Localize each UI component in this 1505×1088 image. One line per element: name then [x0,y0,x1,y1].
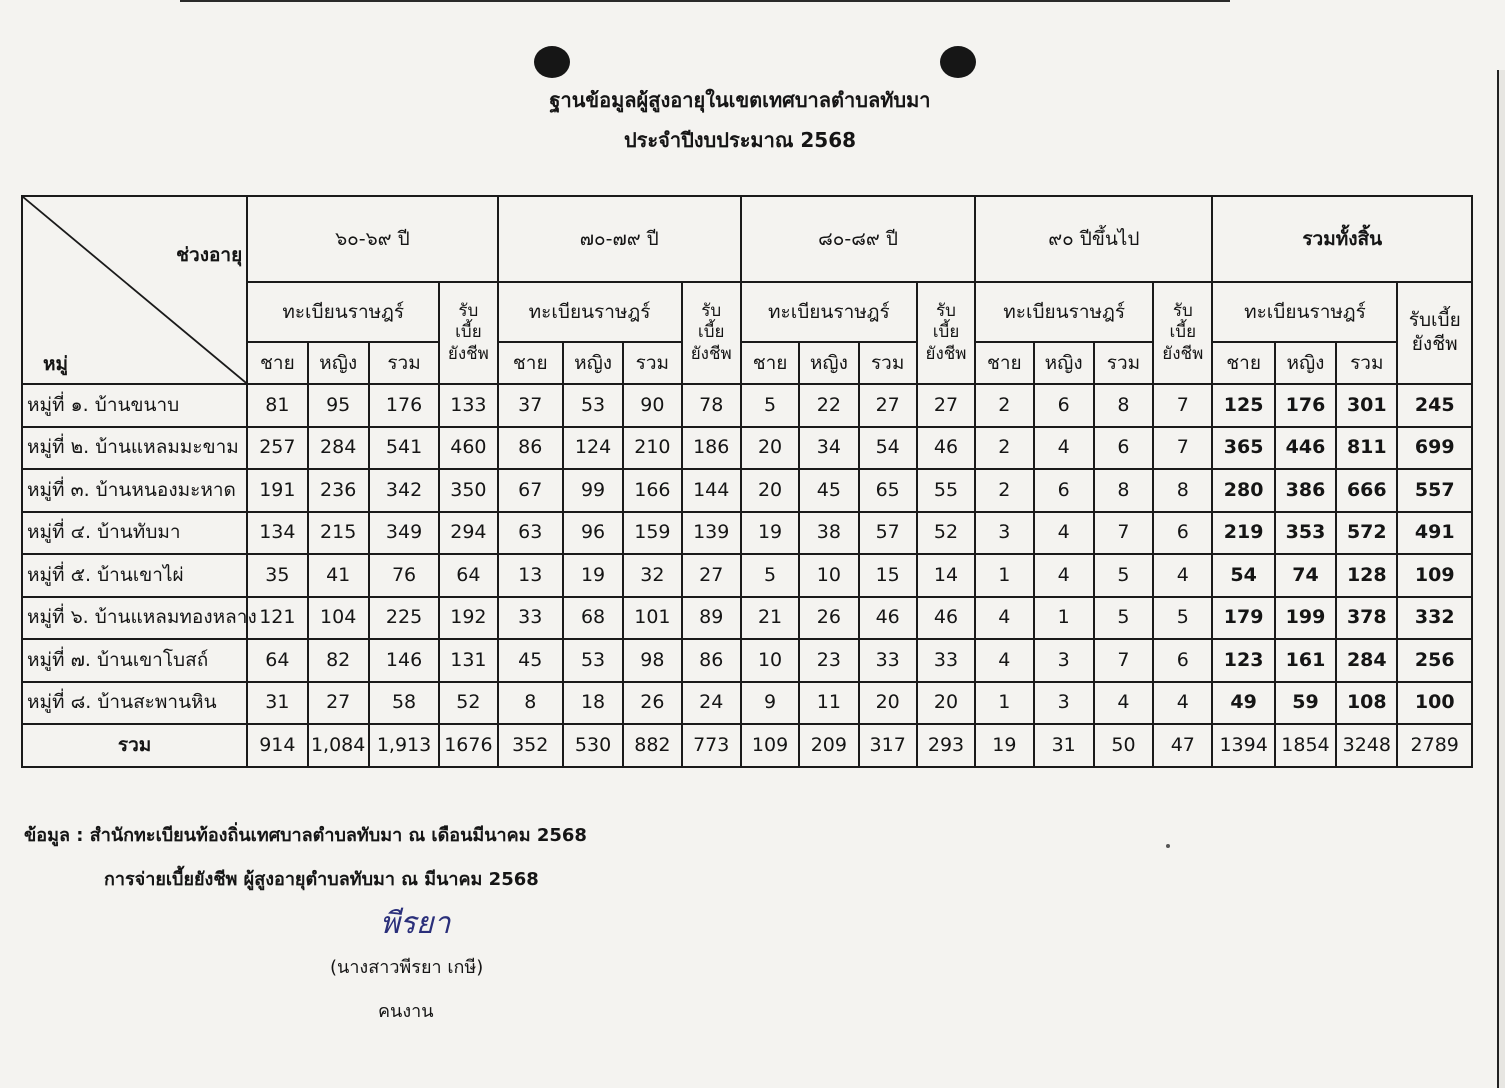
table-cell: 6 [1034,469,1094,512]
sub-header: รวม [1336,342,1397,384]
table-cell: 2 [975,384,1033,427]
source-note: ข้อมูล : สำนักทะเบียนท้องถิ่นเทศบาลตำบลทับมา ณ เดือนมีนาคม 2568 [24,825,587,846]
total-cell: 1854 [1275,724,1336,767]
table-cell: 33 [498,597,563,640]
table-cell: 20 [741,469,799,512]
total-cell: 50 [1094,724,1153,767]
table-cell: 5 [741,554,799,597]
group-grand-total: รวมทั้งสิ้น [1212,196,1472,282]
table-cell: 11 [799,682,858,725]
total-cell: 773 [682,724,741,767]
table-cell: 33 [917,639,975,682]
total-row [22,724,1472,767]
table-row [22,427,1472,470]
table-cell: 365 [1212,427,1274,470]
group-80-89: ๘๐-๘๙ ปี [741,196,975,282]
pension-header-line: รับ [701,301,722,322]
speck [1166,844,1170,848]
table-cell: 14 [917,554,975,597]
table-cell: 3 [975,512,1033,555]
table-cell: 58 [369,682,439,725]
table-cell: 46 [917,597,975,640]
total-cell: 1,084 [308,724,369,767]
pension-header [1153,282,1212,384]
table-cell: 76 [369,554,439,597]
table-cell: 33 [859,639,917,682]
table-cell: 7 [1094,639,1153,682]
table-cell: 98 [623,639,681,682]
sub-header: รวม [859,342,917,384]
table-cell: 26 [799,597,858,640]
sub-header: ชาย [1212,342,1274,384]
table-cell: 446 [1275,427,1336,470]
table-cell: 5 [741,384,799,427]
table-cell: 133 [439,384,497,427]
registry-header: ทะเบียนราษฎร์ [247,282,439,342]
table-cell: 7 [1153,384,1212,427]
group-60-69: ๖๐-๖๙ ปี [247,196,497,282]
sub-header: หญิง [563,342,623,384]
pension-header-line: เบี้ย [455,322,482,343]
table-cell: 4 [1034,554,1094,597]
table-cell: 6 [1094,427,1153,470]
sub-header: ชาย [975,342,1033,384]
table-cell: 27 [682,554,741,597]
registry-header: ทะเบียนราษฎร์ [498,282,682,342]
village-name: หมู่ที่ ๔. บ้านทับมา [22,512,247,555]
table-cell: 6 [1153,512,1212,555]
table-cell: 55 [917,469,975,512]
table-cell: 557 [1397,469,1472,512]
table-cell: 45 [498,639,563,682]
table-cell: 54 [1212,554,1274,597]
table-cell: 10 [741,639,799,682]
table-cell: 378 [1336,597,1397,640]
table-cell: 280 [1212,469,1274,512]
table-cell: 1 [975,554,1033,597]
table-cell: 9 [741,682,799,725]
table-cell: 19 [563,554,623,597]
pension-header-line: เบี้ย [697,322,725,343]
table-cell: 176 [369,384,439,427]
table-cell: 68 [563,597,623,640]
sub-header: หญิง [308,342,369,384]
total-cell: 19 [975,724,1033,767]
table-cell: 57 [859,512,917,555]
village-name: หมู่ที่ ๓. บ้านหนองมะหาด [22,469,247,512]
village-name: หมู่ที่ ๑. บ้านขนาบ [22,384,247,427]
total-cell: 2789 [1397,724,1472,767]
table-cell: 41 [308,554,369,597]
table-cell: 166 [623,469,681,512]
table-cell: 64 [247,639,307,682]
table-cell: 349 [369,512,439,555]
table-cell: 121 [247,597,307,640]
table-cell: 125 [1212,384,1274,427]
table-cell: 8 [1153,469,1212,512]
signature: พีรยา [380,906,451,941]
table-cell: 294 [439,512,497,555]
table-cell: 46 [917,427,975,470]
table-cell: 7 [1153,427,1212,470]
page-title: ฐานข้อมูลผู้สูงอายุในเขตเทศบาลตำบลทับมา [549,88,931,112]
table-cell: 31 [247,682,307,725]
sub-header: ชาย [498,342,563,384]
table-cell: 8 [498,682,563,725]
table-cell: 86 [682,639,741,682]
table-cell: 67 [498,469,563,512]
table-cell: 460 [439,427,497,470]
signer-name: (นางสาวพีรยา เกษี) [330,957,484,978]
table-cell: 96 [563,512,623,555]
table-cell: 21 [741,597,799,640]
table-cell: 109 [1397,554,1472,597]
table-cell: 6 [1153,639,1212,682]
total-cell: 1394 [1212,724,1274,767]
table-cell: 572 [1336,512,1397,555]
table-row [22,554,1472,597]
table-cell: 186 [682,427,741,470]
total-cell: 1,913 [369,724,439,767]
elderly-data-table [21,195,1473,768]
table-cell: 192 [439,597,497,640]
table-cell: 5 [1153,597,1212,640]
table-cell: 19 [741,512,799,555]
pension-header-line: ยังชีพ [1411,333,1458,355]
table-cell: 332 [1397,597,1472,640]
table-cell: 4 [975,639,1033,682]
table-cell: 491 [1397,512,1472,555]
table-cell: 139 [682,512,741,555]
village-name: หมู่ที่ ๖. บ้านแหลมทองหลาง [22,597,247,640]
table-cell: 128 [1336,554,1397,597]
table-cell: 81 [247,384,307,427]
table-cell: 27 [308,682,369,725]
table-cell: 2 [975,427,1033,470]
table-cell: 210 [623,427,681,470]
table-cell: 1 [975,682,1033,725]
sub-header: หญิง [799,342,858,384]
table-cell: 146 [369,639,439,682]
table-cell: 27 [917,384,975,427]
table-cell: 15 [859,554,917,597]
total-label: รวม [22,724,247,767]
table-cell: 22 [799,384,858,427]
total-cell: 209 [799,724,858,767]
table-row [22,597,1472,640]
table-cell: 27 [859,384,917,427]
pension-header-line: รับเบี้ย [1408,309,1461,332]
table-cell: 144 [682,469,741,512]
table-cell: 37 [498,384,563,427]
table-cell: 8 [1094,384,1153,427]
table-cell: 54 [859,427,917,470]
table-cell: 4 [1034,512,1094,555]
table-cell: 215 [308,512,369,555]
table-cell: 52 [439,682,497,725]
table-cell: 284 [308,427,369,470]
table-cell: 666 [1336,469,1397,512]
table-cell: 179 [1212,597,1274,640]
table-cell: 7 [1094,512,1153,555]
village-name: หมู่ที่ ๘. บ้านสะพานหิน [22,682,247,725]
registry-header: ทะเบียนราษฎร์ [741,282,917,342]
table-cell: 4 [975,597,1033,640]
total-cell: 530 [563,724,623,767]
table-cell: 199 [1275,597,1336,640]
table-row [22,469,1472,512]
table-cell: 4 [1034,427,1094,470]
table-cell: 350 [439,469,497,512]
table-cell: 13 [498,554,563,597]
pension-header-line: เบี้ย [932,322,960,343]
table-cell: 699 [1397,427,1472,470]
table-cell: 342 [369,469,439,512]
table-cell: 101 [623,597,681,640]
sub-header: หญิง [1034,342,1094,384]
punch-hole-right [940,46,976,78]
pension-header-line: ยังชีพ [925,343,967,364]
sub-header: ชาย [247,342,307,384]
table-cell: 20 [917,682,975,725]
total-cell: 3248 [1336,724,1397,767]
pension-header [439,282,497,384]
table-cell: 26 [623,682,681,725]
village-label: หมู่ [43,353,69,376]
table-cell: 99 [563,469,623,512]
table-cell: 124 [563,427,623,470]
table-cell: 191 [247,469,307,512]
total-cell: 882 [623,724,681,767]
table-cell: 52 [917,512,975,555]
table-cell: 59 [1275,682,1336,725]
table-cell: 5 [1094,554,1153,597]
table-cell: 53 [563,384,623,427]
pension-header [1397,282,1472,384]
table-cell: 18 [563,682,623,725]
table-cell: 219 [1212,512,1274,555]
pension-header-line: เบี้ย [1169,322,1197,343]
registry-header: ทะเบียนราษฎร์ [975,282,1153,342]
total-cell: 109 [741,724,799,767]
table-cell: 63 [498,512,563,555]
table-cell: 65 [859,469,917,512]
table-row [22,682,1472,725]
total-cell: 31 [1034,724,1094,767]
pension-header-line: รับ [458,301,479,322]
total-cell: 293 [917,724,975,767]
table-cell: 284 [1336,639,1397,682]
total-cell: 1676 [439,724,497,767]
table-cell: 159 [623,512,681,555]
table-cell: 20 [859,682,917,725]
total-cell: 317 [859,724,917,767]
table-cell: 32 [623,554,681,597]
village-name: หมู่ที่ ๗. บ้านเขาโบสถ์ [22,639,247,682]
age-range-label: ช่วงอายุ [176,244,243,266]
table-cell: 2 [975,469,1033,512]
table-cell: 74 [1275,554,1336,597]
table-cell: 353 [1275,512,1336,555]
table-cell: 301 [1336,384,1397,427]
table-cell: 4 [1153,682,1212,725]
table-cell: 245 [1397,384,1472,427]
pension-header-line: รับ [936,301,956,322]
table-cell: 6 [1034,384,1094,427]
sub-header: รวม [1094,342,1153,384]
table-cell: 78 [682,384,741,427]
table-cell: 86 [498,427,563,470]
table-cell: 34 [799,427,858,470]
table-cell: 95 [308,384,369,427]
table-cell: 64 [439,554,497,597]
table-cell: 123 [1212,639,1274,682]
table-cell: 225 [369,597,439,640]
pension-header-line: ยังชีพ [690,343,732,364]
table-cell: 20 [741,427,799,470]
table-cell: 161 [1275,639,1336,682]
signer-role: คนงาน [378,1001,434,1022]
group-70-79: ๗๐-๗๙ ปี [498,196,741,282]
paper-edge [180,0,1230,2]
sub-header: ชาย [741,342,799,384]
group-90-plus: ๙๐ ปีขึ้นไป [975,196,1212,282]
table-cell: 386 [1275,469,1336,512]
pension-note: การจ่ายเบี้ยยังชีพ ผู้สูงอายุตำบลทับมา ณ มีนาคม 2568 [104,869,539,890]
table-cell: 24 [682,682,741,725]
total-cell: 914 [247,724,307,767]
page-subtitle: ประจำปีงบประมาณ 2568 [623,128,857,152]
pension-header [917,282,975,384]
table-row [22,512,1472,555]
pension-header-line: ยังชีพ [1162,343,1204,364]
table-cell: 108 [1336,682,1397,725]
table-cell: 131 [439,639,497,682]
table-cell: 49 [1212,682,1274,725]
table-row [22,639,1472,682]
table-cell: 811 [1336,427,1397,470]
table-cell: 236 [308,469,369,512]
table-cell: 100 [1397,682,1472,725]
table-cell: 4 [1153,554,1212,597]
table-cell: 23 [799,639,858,682]
table-cell: 8 [1094,469,1153,512]
village-name: หมู่ที่ ๒. บ้านแหลมมะขาม [22,427,247,470]
punch-hole-left [534,46,570,78]
table-cell: 90 [623,384,681,427]
sub-header: รวม [369,342,439,384]
table-cell: 3 [1034,639,1094,682]
pension-header-line: รับ [1172,301,1193,322]
paper-edge-right [1497,70,1505,1088]
sub-header: หญิง [1275,342,1336,384]
table-cell: 10 [799,554,858,597]
sub-header: รวม [623,342,681,384]
table-cell: 256 [1397,639,1472,682]
table-cell: 104 [308,597,369,640]
table-cell: 541 [369,427,439,470]
table-cell: 46 [859,597,917,640]
corner-header [22,196,247,384]
table-cell: 1 [1034,597,1094,640]
table-cell: 45 [799,469,858,512]
table-cell: 53 [563,639,623,682]
table-row [22,384,1472,427]
table-cell: 82 [308,639,369,682]
registry-header: ทะเบียนราษฎร์ [1212,282,1397,342]
table-cell: 134 [247,512,307,555]
table-cell: 5 [1094,597,1153,640]
table-cell: 257 [247,427,307,470]
table-cell: 35 [247,554,307,597]
total-cell: 47 [1153,724,1212,767]
table-cell: 3 [1034,682,1094,725]
table-cell: 89 [682,597,741,640]
pension-header [682,282,741,384]
table-cell: 176 [1275,384,1336,427]
table-cell: 4 [1094,682,1153,725]
total-cell: 352 [498,724,563,767]
village-name: หมู่ที่ ๕. บ้านเขาไผ่ [22,554,247,597]
table-cell: 38 [799,512,858,555]
pension-header-line: ยังชีพ [447,343,489,364]
